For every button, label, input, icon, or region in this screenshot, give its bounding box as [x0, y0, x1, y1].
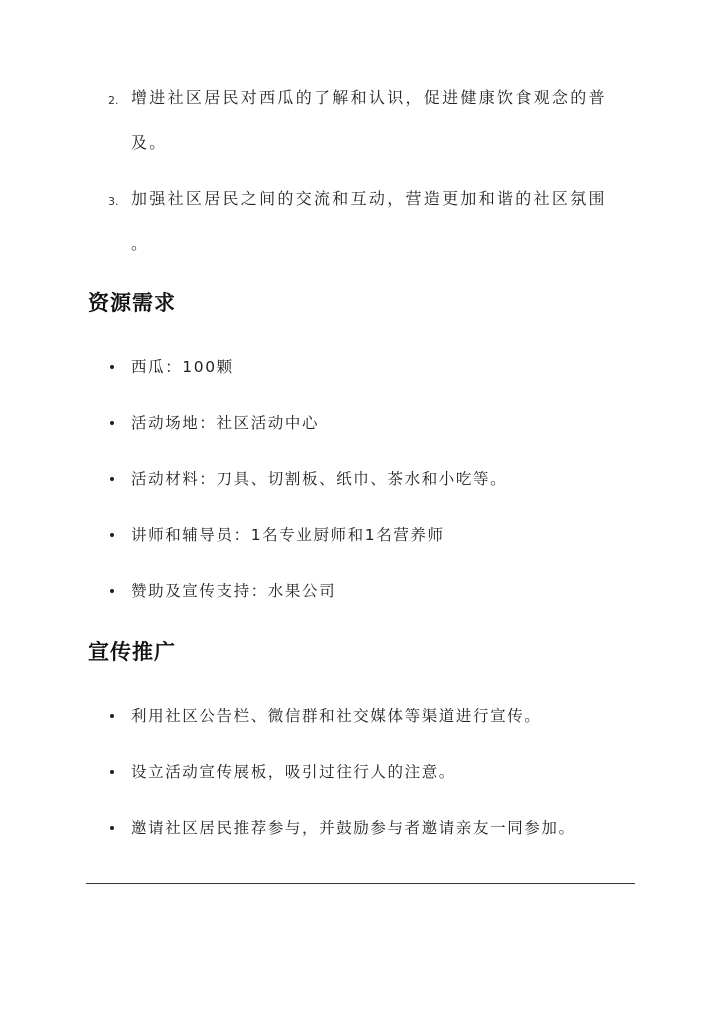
- bullet-icon: [110, 770, 114, 774]
- section-heading-resources: 资源需求: [88, 290, 176, 315]
- horizontal-divider: [86, 883, 635, 884]
- objective-text-line: 增进社区居民对西瓜的了解和认识，促进健康饮食观念的普: [131, 88, 607, 107]
- list-item-text: 赞助及宣传支持：水果公司: [131, 582, 337, 600]
- bullet-icon: [110, 826, 114, 830]
- list-item-text: 邀请社区居民推荐参与，并鼓励参与者邀请亲友一同参加。: [131, 819, 576, 837]
- objective-number: 3.: [108, 195, 119, 208]
- list-item: [0, 705, 720, 729]
- bullet-icon: [110, 477, 114, 481]
- bullet-icon: [110, 714, 114, 718]
- bullet-icon: [110, 589, 114, 593]
- list-item-text: 活动材料：刀具、切割板、纸巾、茶水和小吃等。: [131, 470, 508, 488]
- list-item-text: 活动场地：社区活动中心: [131, 414, 320, 432]
- objective-text-line: 。: [131, 234, 150, 253]
- list-item: [0, 356, 720, 380]
- bullet-icon: [110, 421, 114, 425]
- list-item: [0, 412, 720, 436]
- section-heading-promotion: 宣传推广: [88, 639, 176, 664]
- list-item: [0, 817, 720, 841]
- objective-text-line: 及。: [131, 133, 168, 152]
- objective-number: 2.: [108, 94, 119, 107]
- list-item-text: 设立活动宣传展板，吸引过往行人的注意。: [131, 763, 456, 781]
- objective-text-line: 加强社区居民之间的交流和互动，营造更加和谐的社区氛围: [131, 189, 607, 208]
- list-item: [0, 761, 720, 785]
- list-item: [0, 580, 720, 604]
- list-item-text: 讲师和辅导员：1名专业厨师和1名营养师: [131, 526, 445, 544]
- list-item-text: 西瓜：100颗: [131, 358, 234, 376]
- bullet-icon: [110, 365, 114, 369]
- bullet-icon: [110, 533, 114, 537]
- list-item: [0, 468, 720, 492]
- list-item-text: 利用社区公告栏、微信群和社交媒体等渠道进行宣传。: [131, 707, 542, 725]
- list-item: [0, 524, 720, 548]
